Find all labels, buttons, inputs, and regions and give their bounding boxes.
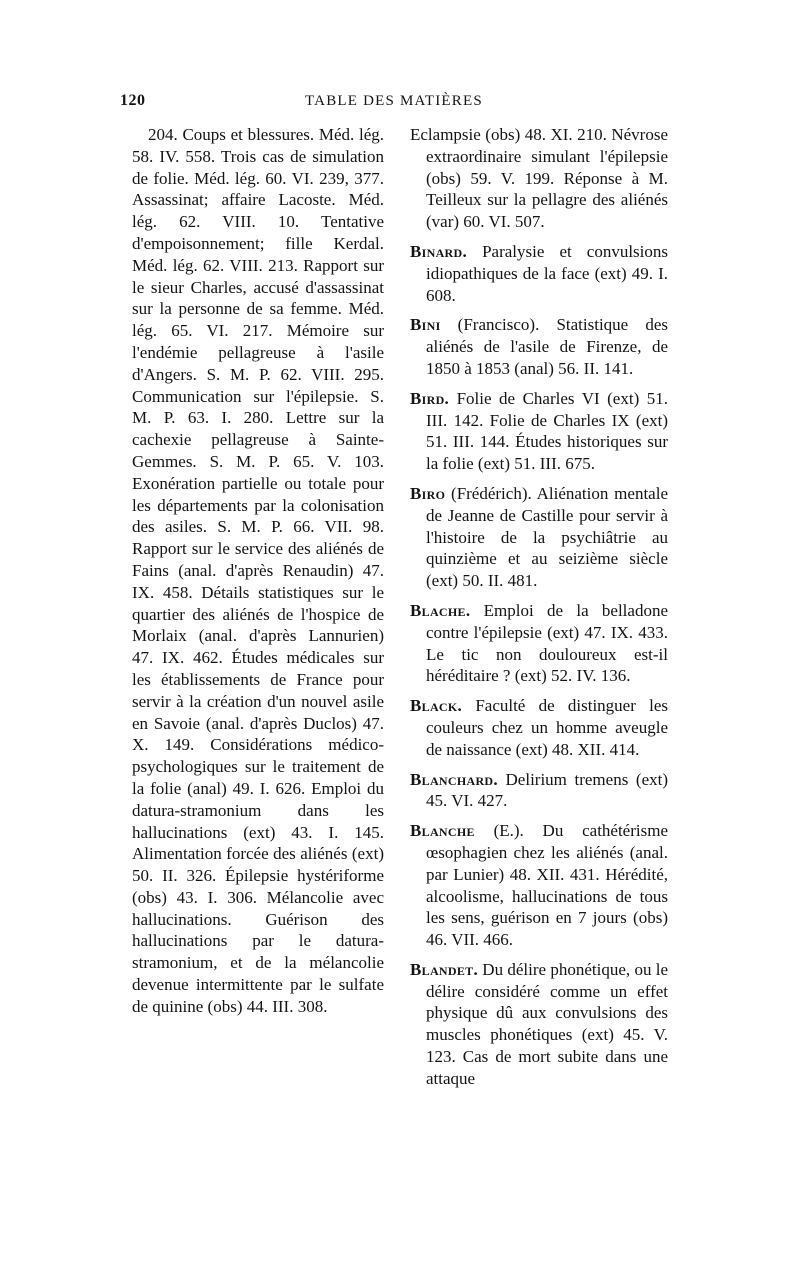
entry-heading: Blandet. (410, 959, 478, 979)
entry-heading: Blanchard. (410, 769, 498, 789)
page-number: 120 (120, 92, 146, 109)
entry-text: Du délire phonétique, ou le délire considéré comme un effet physique dû aux convulsions des muscles phonétiques (ext) 45. V. 123. Cas de mort subite dans une attaque (426, 959, 669, 1088)
left-column (132, 124, 384, 1018)
entry-text: Faculté de distinguer les couleurs chez un homme aveugle de naissance (ext) 48. XII. 414. (426, 696, 668, 759)
entry-heading: Black. (410, 696, 463, 716)
index-entry (410, 695, 668, 760)
index-entry (410, 314, 668, 379)
entry-text: (E.). Du cathétérisme œsophagien chez les aliénés (anal. par Lunier) 48. XII. 431. Hérédité, alcoolisme, hallucinations de tous les sens, guérison en 7 jours (obs) 46. VII. 466. (426, 821, 668, 950)
page-header (120, 92, 680, 114)
index-entry (132, 124, 384, 1018)
entry-text: Eclampsie (obs) 48. XI. 210. Névrose extraordinaire simulant l'épilepsie (obs) 59. V. 199. Réponse à M. Teilleux sur la pellagre des aliénés (var) 60. VI. 507. (410, 125, 668, 232)
entry-text: 204. Coups et blessures. Méd. lég. 58. IV. 558. Trois cas de simulation de folie. Méd. lég. 60. VI. 239, 377. Assassinat; affaire Lacoste. Méd. lég. 62. VIII. 10. Tentative d'empoisonnement; fille Kerdal. Méd. lég. 62. VIII. 213. Rapport sur le sieur Charles, accusé d'assassinat sur la personne de sa femme. Méd. lég. 65. VI. 217. Mémoire sur l'endémie pellagreuse à l'asile d'Angers. S. M. P. 62. VIII. 295. Communication sur l'épilepsie. S. M. P. 63. I. 280. Lettre sur la cachexie pellagreuse à Sainte-Gemmes. S. M. P. 65. V. 103. Exonération partielle ou totale pour les départements par la colonisation des asiles. S. M. P. 66. VII. 98. Rapport sur le service des aliénés de Fains (anal. d'après Renaudin) 47. IX. 458. Détails statistiques sur le quartier des aliénés de l'hospice de Morlaix (anal. d'après Lannurien) 47. IX. 462. Études médicales sur les établissements de France pour servir à la création d'un nouvel asile en Savoie (anal. d'après Duclos) 47. X. 149. Considérations médico-psychologiques sur le traitement de la folie (anal) 49. I. 626. Emploi du datura-stramonium dans les hallucinations (ext) 43. I. 145. Alimentation forcée des aliénés (ext) 50. II. 326. Épilepsie hystériforme (obs) 43. I. 306. Mélancolie avec hallucinations. Guérison des hallucinations par le datura-stramonium, et de la mélancolie devenue intermittente par le sulfate de quinine (obs) 44. III. 308. (132, 125, 384, 1016)
running-title: TABLE DES MATIÈRES (305, 93, 483, 109)
entry-heading: Blanche (410, 821, 475, 841)
index-entry (410, 820, 668, 951)
index-entry (410, 388, 668, 475)
entry-text: (Frédérich). Aliénation mentale de Jeanne de Castille pour servir à l'histoire de la psychiâtrie au quinzième et au seizième siècle (ext) 50. II. 481. (426, 483, 668, 591)
index-entry (410, 241, 668, 306)
entry-heading: Binard. (410, 241, 468, 261)
entry-text: Emploi de la belladone contre l'épilepsie (ext) 47. IX. 433. Le tic non douloureux est-il héréditaire ? (ext) 52. IV. 136. (426, 600, 669, 686)
index-entry (410, 959, 668, 1090)
index-entry (410, 124, 668, 233)
entry-text: (Francisco). Statistique des aliénés de l'asile de Firenze, de 1850 à 1853 (anal) 56. II. 141. (426, 315, 669, 378)
entry-text: Paralysie et convulsions idiopathiques de la face (ext) 49. I. 608. (426, 241, 669, 305)
entry-heading: Bird. (410, 388, 450, 408)
entry-heading: Bini (410, 315, 441, 335)
index-entry (410, 600, 668, 687)
entry-heading: Biro (410, 483, 446, 503)
right-column (410, 124, 668, 1098)
entry-text: Delirium tremens (ext) 45. VI. 427. (426, 769, 668, 811)
index-entry (410, 769, 668, 813)
entry-heading: Blache. (410, 600, 471, 620)
index-entry (410, 483, 668, 592)
entry-text: Folie de Charles VI (ext) 51. III. 142. Folie de Charles IX (ext) 51. III. 144. Études historiques sur la folie (ext) 51. III. 675. (426, 388, 668, 474)
